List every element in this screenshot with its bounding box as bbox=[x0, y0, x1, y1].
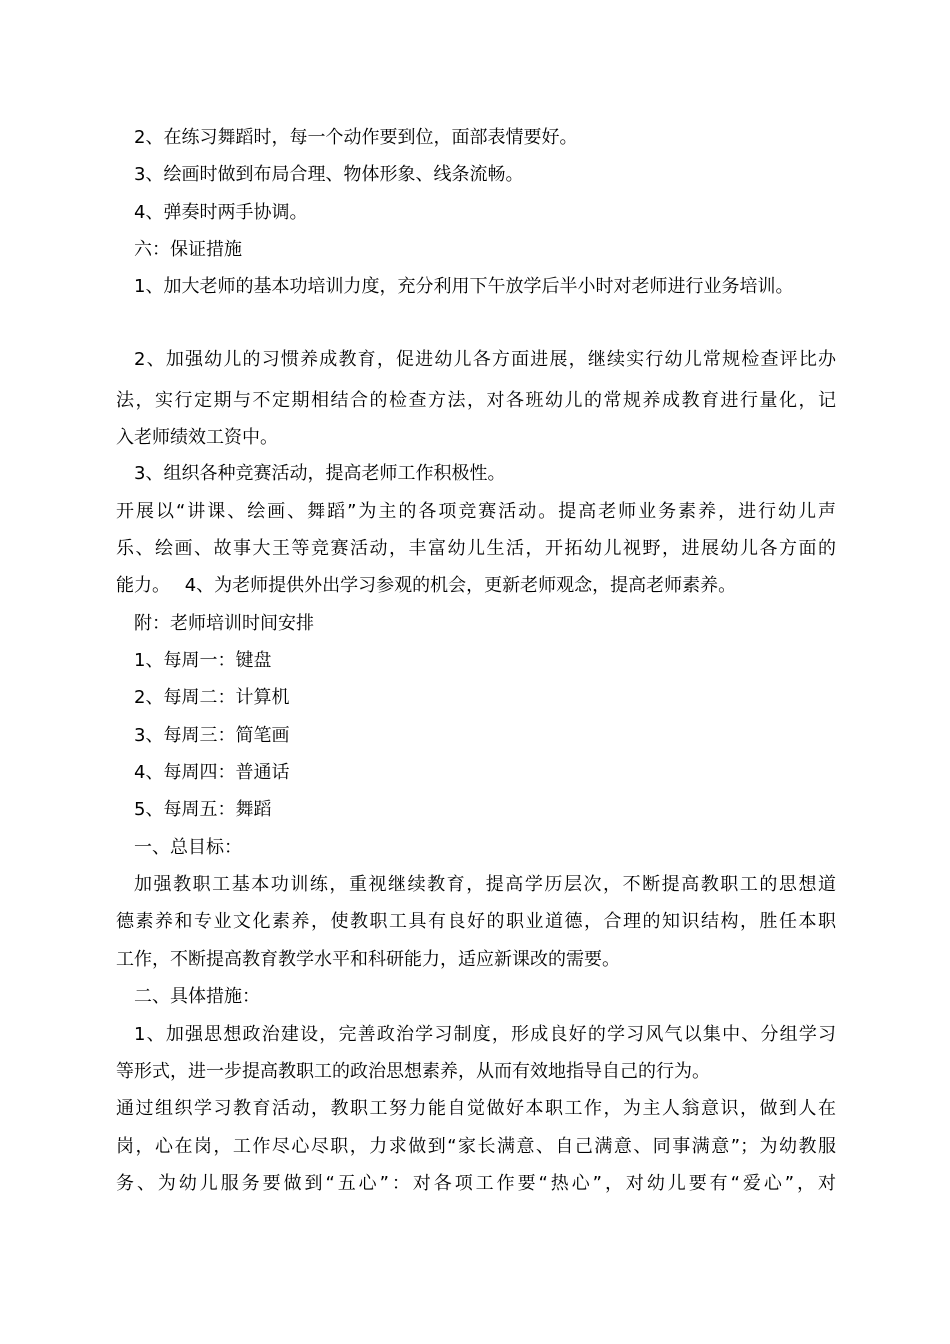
item-playing-line: 4、弹奏时两手协调。 bbox=[134, 202, 308, 223]
item-dance-line: 2、在练习舞蹈时，每一个动作要到位，面部表情要好。 bbox=[134, 127, 578, 148]
measure-2-line-1: 2、加强幼儿的习惯养成教育，促进幼儿各方面进展，继续实行幼儿常规检查评比办 bbox=[134, 349, 836, 370]
competition-line-2: 乐、绘画、故事大王等竞赛活动，丰富幼儿生活，开拓幼儿视野，进展幼儿各方面的 bbox=[116, 538, 836, 559]
item-drawing-line: 3、绘画时做到布局合理、物体形象、线条流畅。 bbox=[134, 164, 524, 185]
schedule-item-wed: 3、每周三：简笔画 bbox=[134, 725, 290, 746]
measure-3-line: 3、组织各种竞赛活动，提高老师工作积极性。 bbox=[134, 463, 506, 484]
activity-line-1: 通过组织学习教育活动，教职工努力能自觉做好本职工作，为主人翁意识，做到人在 bbox=[116, 1098, 836, 1119]
goal-line-1: 加强教职工基本功训练，重视继续教育，提高学历层次，不断提高教职工的思想道 bbox=[134, 874, 836, 895]
schedule-item-tue: 2、每周二：计算机 bbox=[134, 687, 290, 708]
appendix-heading: 附：老师培训时间安排 bbox=[134, 613, 314, 634]
section-heading-goal: 一、总目标： bbox=[134, 837, 242, 858]
measures-1-line-2: 等形式，进一步提高教职工的政治思想素养，从而有效地指导自己的行为。 bbox=[116, 1061, 710, 1082]
schedule-item-fri: 5、每周五：舞蹈 bbox=[134, 799, 272, 820]
activity-line-2: 岗，心在岗，工作尽心尽职，力求做到“家长满意、自己满意、同事满意”；为幼教服 bbox=[116, 1136, 836, 1157]
competition-line-3: 能力。 4、为老师提供外出学习参观的机会，更新老师观念，提高老师素养。 bbox=[116, 575, 737, 596]
goal-line-2: 德素养和专业文化素养，使教职工具有良好的职业道德，合理的知识结构，胜任本职 bbox=[116, 911, 836, 932]
schedule-item-mon: 1、每周一：键盘 bbox=[134, 650, 272, 671]
competition-line-1: 开展以“讲课、绘画、舞蹈”为主的各项竞赛活动。提高老师业务素养，进行幼儿声 bbox=[116, 501, 836, 522]
section-heading-guarantee: 六：保证措施 bbox=[134, 239, 242, 260]
schedule-item-thu: 4、每周四：普通话 bbox=[134, 762, 290, 783]
section-heading-measures: 二、具体措施： bbox=[134, 986, 260, 1007]
goal-line-3: 工作，不断提高教育教学水平和科研能力，适应新课改的需要。 bbox=[116, 949, 620, 970]
measures-1-line-1: 1、加强思想政治建设，完善政治学习制度，形成良好的学习风气以集中、分组学习 bbox=[134, 1024, 836, 1045]
measure-2-line-2: 法，实行定期与不定期相结合的检查方法，对各班幼儿的常规养成教育进行量化，记 bbox=[116, 390, 836, 411]
measure-2-line-3: 入老师绩效工资中。 bbox=[116, 427, 278, 448]
activity-line-3: 务、为幼儿服务要做到“五心”：对各项工作要“热心”，对幼儿要有“爱心”，对 bbox=[116, 1173, 836, 1194]
measure-1-line: 1、加大老师的基本功培训力度，充分利用下午放学后半小时对老师进行业务培训。 bbox=[134, 276, 794, 297]
